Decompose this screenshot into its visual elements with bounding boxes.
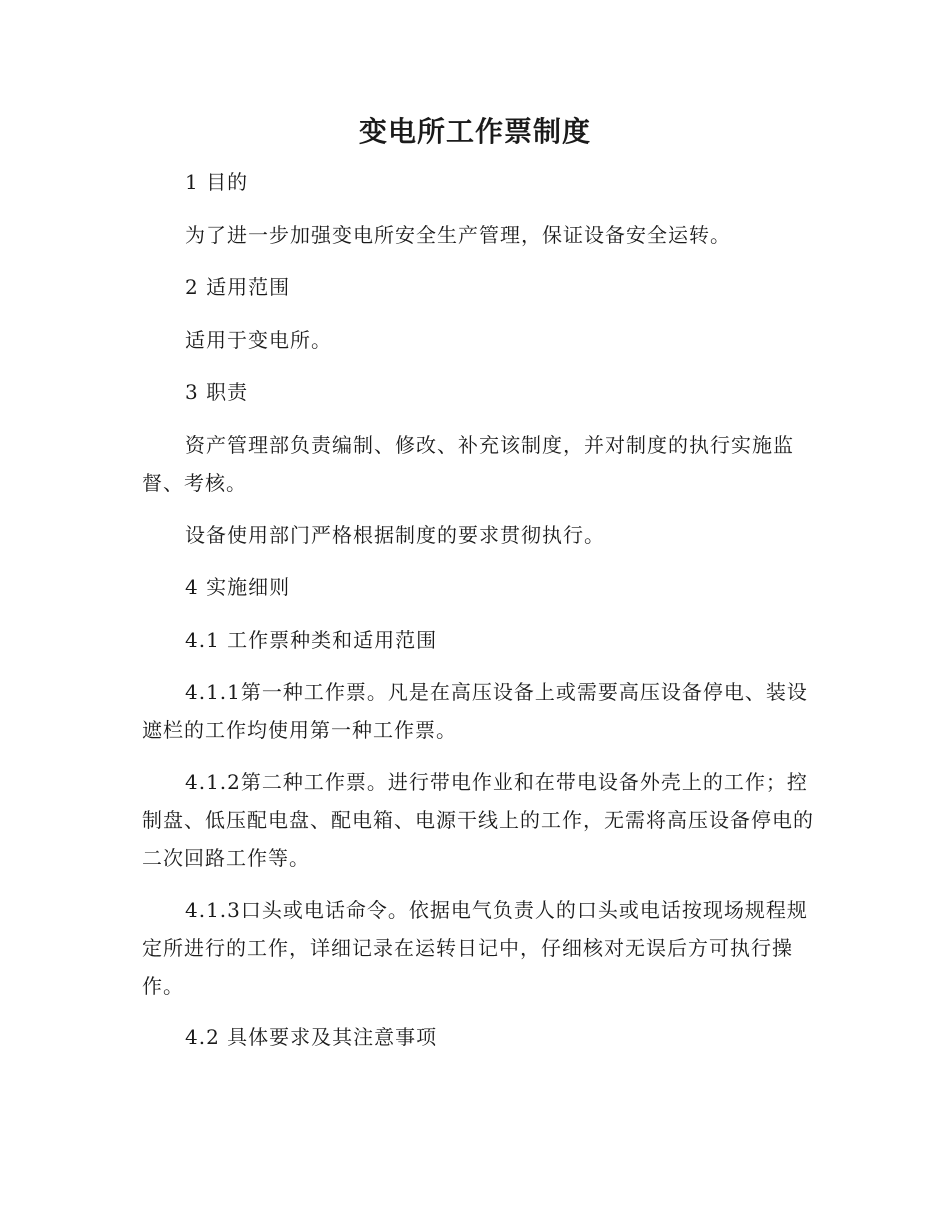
- paragraph-4-1-3: 4.1.3口头或电话命令。依据电气负责人的口头或电话按现场规程规定所进行的工作，详细记录在运转日记中，仔细核对无误后方可执行操作。: [142, 898, 808, 998]
- document-title: 变电所工作票制度: [358, 115, 591, 148]
- paragraph-scope: 适用于变电所。: [185, 328, 332, 352]
- section-heading-implementation: 4 实施细则: [185, 575, 291, 599]
- paragraph-duties-asset-dept: 资产管理部负责编制、修改、补充该制度，并对制度的执行实施监督、考核。: [142, 433, 794, 495]
- paragraph-duties-user-dept: 设备使用部门严格根据制度的要求贯彻执行。: [185, 523, 605, 547]
- paragraph-4-1-1: 4.1.1第一种工作票。凡是在高压设备上或需要高压设备停电、装设遮栏的工作均使用第一种工作票。: [142, 680, 808, 742]
- section-heading-duties: 3 职责: [185, 380, 249, 404]
- paragraph-purpose: 为了进一步加强变电所安全生产管理，保证设备安全运转。: [185, 223, 731, 247]
- paragraph-4-1-2: 4.1.2第二种工作票。进行带电作业和在带电设备外壳上的工作；控制盘、低压配电盘、配电箱、电源干线上的工作，无需将高压设备停电的二次回路工作等。: [142, 770, 814, 870]
- section-heading-scope: 2 适用范围: [185, 275, 291, 299]
- subsection-heading-4-2: 4.2 具体要求及其注意事项: [185, 1025, 438, 1049]
- subsection-heading-4-1: 4.1 工作票种类和适用范围: [185, 628, 438, 652]
- section-heading-purpose: 1 目的: [185, 170, 249, 194]
